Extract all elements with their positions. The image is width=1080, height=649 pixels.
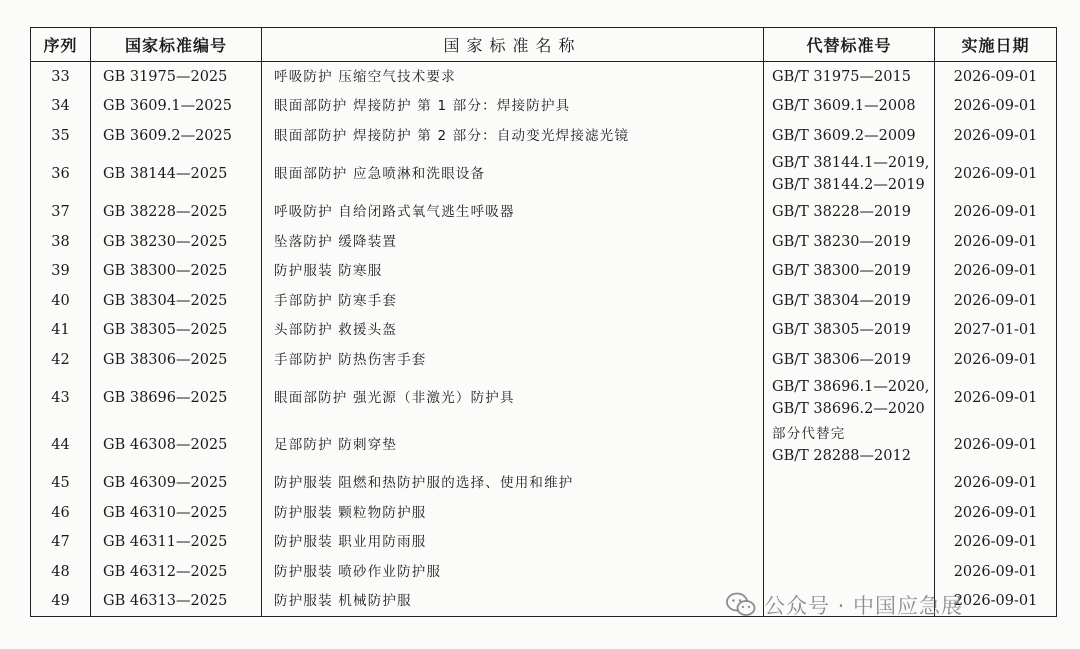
replaced-line: GB/T 3609.2—2009 <box>772 127 916 144</box>
cell-replaced <box>764 62 935 92</box>
cell-replaced <box>764 286 935 316</box>
cell-code: GB 46310—2025 <box>91 498 262 528</box>
replaced-line: GB/T 38300—2019 <box>772 263 911 280</box>
table-row <box>31 198 1057 228</box>
cell-code: GB 46309—2025 <box>91 469 262 499</box>
cell-name: 眼面部防护 焊接防护 第 1 部分：焊接防护具 <box>262 92 764 122</box>
cell-seq: 47 <box>31 528 91 558</box>
table-row <box>31 345 1057 375</box>
cell-name: 防护服装 职业用防雨服 <box>262 528 764 558</box>
replaced-line: GB/T 38304—2019 <box>772 292 911 309</box>
cell-seq: 36 <box>31 151 91 198</box>
table-row <box>31 286 1057 316</box>
cell-replaced <box>764 498 935 528</box>
cell-replaced <box>764 375 935 422</box>
table-row <box>31 587 1057 617</box>
cell-name: 手部防护 防热伤害手套 <box>262 345 764 375</box>
header-replaced: 代替标准号 <box>764 28 935 62</box>
cell-code: GB 3609.2—2025 <box>91 121 262 151</box>
cell-seq: 48 <box>31 557 91 587</box>
replaced-line: GB/T 3609.1—2008 <box>772 98 916 115</box>
cell-name: 防护服装 喷砂作业防护服 <box>262 557 764 587</box>
cell-code: GB 38306—2025 <box>91 345 262 375</box>
cell-seq: 34 <box>31 92 91 122</box>
cell-seq: 45 <box>31 469 91 499</box>
cell-code: GB 31975—2025 <box>91 62 262 92</box>
cell-date: 2026-09-01 <box>935 121 1057 151</box>
cell-name: 防护服装 颗粒物防护服 <box>262 498 764 528</box>
replaced-line: GB/T 38228—2019 <box>772 204 911 221</box>
cell-date: 2026-09-01 <box>935 587 1057 617</box>
cell-replaced <box>764 92 935 122</box>
cell-seq: 37 <box>31 198 91 228</box>
cell-name: 呼吸防护 自给闭路式氧气逃生呼吸器 <box>262 198 764 228</box>
table-row <box>31 498 1057 528</box>
cell-replaced <box>764 257 935 287</box>
table-row <box>31 528 1057 558</box>
cell-code: GB 46313—2025 <box>91 587 262 617</box>
cell-date: 2026-09-01 <box>935 227 1057 257</box>
cell-code: GB 38228—2025 <box>91 198 262 228</box>
cell-seq: 38 <box>31 227 91 257</box>
table-body <box>31 62 1057 617</box>
replaced-line: GB/T 31975—2015 <box>772 68 911 85</box>
cell-date: 2026-09-01 <box>935 469 1057 499</box>
cell-name: 手部防护 防寒手套 <box>262 286 764 316</box>
cell-code: GB 46312—2025 <box>91 557 262 587</box>
cell-date: 2026-09-01 <box>935 498 1057 528</box>
cell-replaced <box>764 151 935 198</box>
cell-replaced <box>764 469 935 499</box>
cell-seq: 35 <box>31 121 91 151</box>
replaced-line: GB/T 38144.2—2019 <box>772 177 925 193</box>
cell-replaced <box>764 121 935 151</box>
table-row <box>31 422 1057 469</box>
cell-seq: 44 <box>31 422 91 469</box>
cell-date: 2026-09-01 <box>935 257 1057 287</box>
cell-name: 坠落防护 缓降装置 <box>262 227 764 257</box>
cell-seq: 49 <box>31 587 91 617</box>
cell-replaced <box>764 227 935 257</box>
cell-name: 眼面部防护 强光源（非激光）防护具 <box>262 375 764 422</box>
cell-seq: 39 <box>31 257 91 287</box>
header-code: 国家标准编号 <box>91 28 262 62</box>
cell-replaced <box>764 528 935 558</box>
header-name: 国家标准名称 <box>262 28 764 62</box>
table-row <box>31 557 1057 587</box>
cell-replaced <box>764 422 935 469</box>
replaced-line: GB/T 38696.1—2020, <box>772 379 930 395</box>
replaced-line: GB/T 38230—2019 <box>772 233 911 250</box>
cell-name: 防护服装 机械防护服 <box>262 587 764 617</box>
standards-table <box>30 27 1057 617</box>
cell-date: 2026-09-01 <box>935 528 1057 558</box>
replaced-line: GB/T 38305—2019 <box>772 322 911 339</box>
cell-name: 防护服装 阻燃和热防护服的选择、使用和维护 <box>262 469 764 499</box>
cell-name: 呼吸防护 压缩空气技术要求 <box>262 62 764 92</box>
replaced-line: GB/T 28288—2012 <box>772 448 911 464</box>
cell-code: GB 46311—2025 <box>91 528 262 558</box>
table-row <box>31 151 1057 198</box>
cell-name: 足部防护 防刺穿垫 <box>262 422 764 469</box>
cell-date: 2026-09-01 <box>935 286 1057 316</box>
cell-date: 2026-09-01 <box>935 151 1057 198</box>
cell-code: GB 38305—2025 <box>91 316 262 346</box>
cell-code: GB 38304—2025 <box>91 286 262 316</box>
table-row <box>31 62 1057 92</box>
cell-name: 头部防护 救援头盔 <box>262 316 764 346</box>
cell-code: GB 38230—2025 <box>91 227 262 257</box>
cell-seq: 43 <box>31 375 91 422</box>
cell-date: 2027-01-01 <box>935 316 1057 346</box>
cell-seq: 33 <box>31 62 91 92</box>
cell-replaced <box>764 198 935 228</box>
cell-replaced <box>764 345 935 375</box>
cell-seq: 41 <box>31 316 91 346</box>
cell-date: 2026-09-01 <box>935 198 1057 228</box>
cell-name: 眼面部防护 焊接防护 第 2 部分：自动变光焊接滤光镜 <box>262 121 764 151</box>
cell-name: 防护服装 防寒服 <box>262 257 764 287</box>
cell-code: GB 3609.1—2025 <box>91 92 262 122</box>
replaced-line: 部分代替完 <box>772 426 846 442</box>
cell-seq: 40 <box>31 286 91 316</box>
cell-date: 2026-09-01 <box>935 345 1057 375</box>
cell-date: 2026-09-01 <box>935 375 1057 422</box>
table-row <box>31 121 1057 151</box>
table-row <box>31 92 1057 122</box>
header-date: 实施日期 <box>935 28 1057 62</box>
table-row <box>31 469 1057 499</box>
cell-seq: 42 <box>31 345 91 375</box>
cell-date: 2026-09-01 <box>935 62 1057 92</box>
cell-code: GB 46308—2025 <box>91 422 262 469</box>
replaced-line: GB/T 38144.1—2019, <box>772 155 930 171</box>
table-row <box>31 375 1057 422</box>
cell-replaced <box>764 557 935 587</box>
replaced-line: GB/T 38696.2—2020 <box>772 401 925 417</box>
cell-seq: 46 <box>31 498 91 528</box>
table-header-row <box>31 28 1057 62</box>
cell-replaced <box>764 316 935 346</box>
table-row <box>31 227 1057 257</box>
cell-date: 2026-09-01 <box>935 557 1057 587</box>
cell-code: GB 38144—2025 <box>91 151 262 198</box>
header-seq: 序列 <box>31 28 91 62</box>
cell-date: 2026-09-01 <box>935 422 1057 469</box>
table-row <box>31 257 1057 287</box>
cell-code: GB 38300—2025 <box>91 257 262 287</box>
cell-date: 2026-09-01 <box>935 92 1057 122</box>
cell-code: GB 38696—2025 <box>91 375 262 422</box>
table-row <box>31 316 1057 346</box>
cell-replaced <box>764 587 935 617</box>
watermark-text: 公众号 · 中国应急展 <box>764 594 964 618</box>
cell-name: 眼面部防护 应急喷淋和洗眼设备 <box>262 151 764 198</box>
replaced-line: GB/T 38306—2019 <box>772 351 911 368</box>
